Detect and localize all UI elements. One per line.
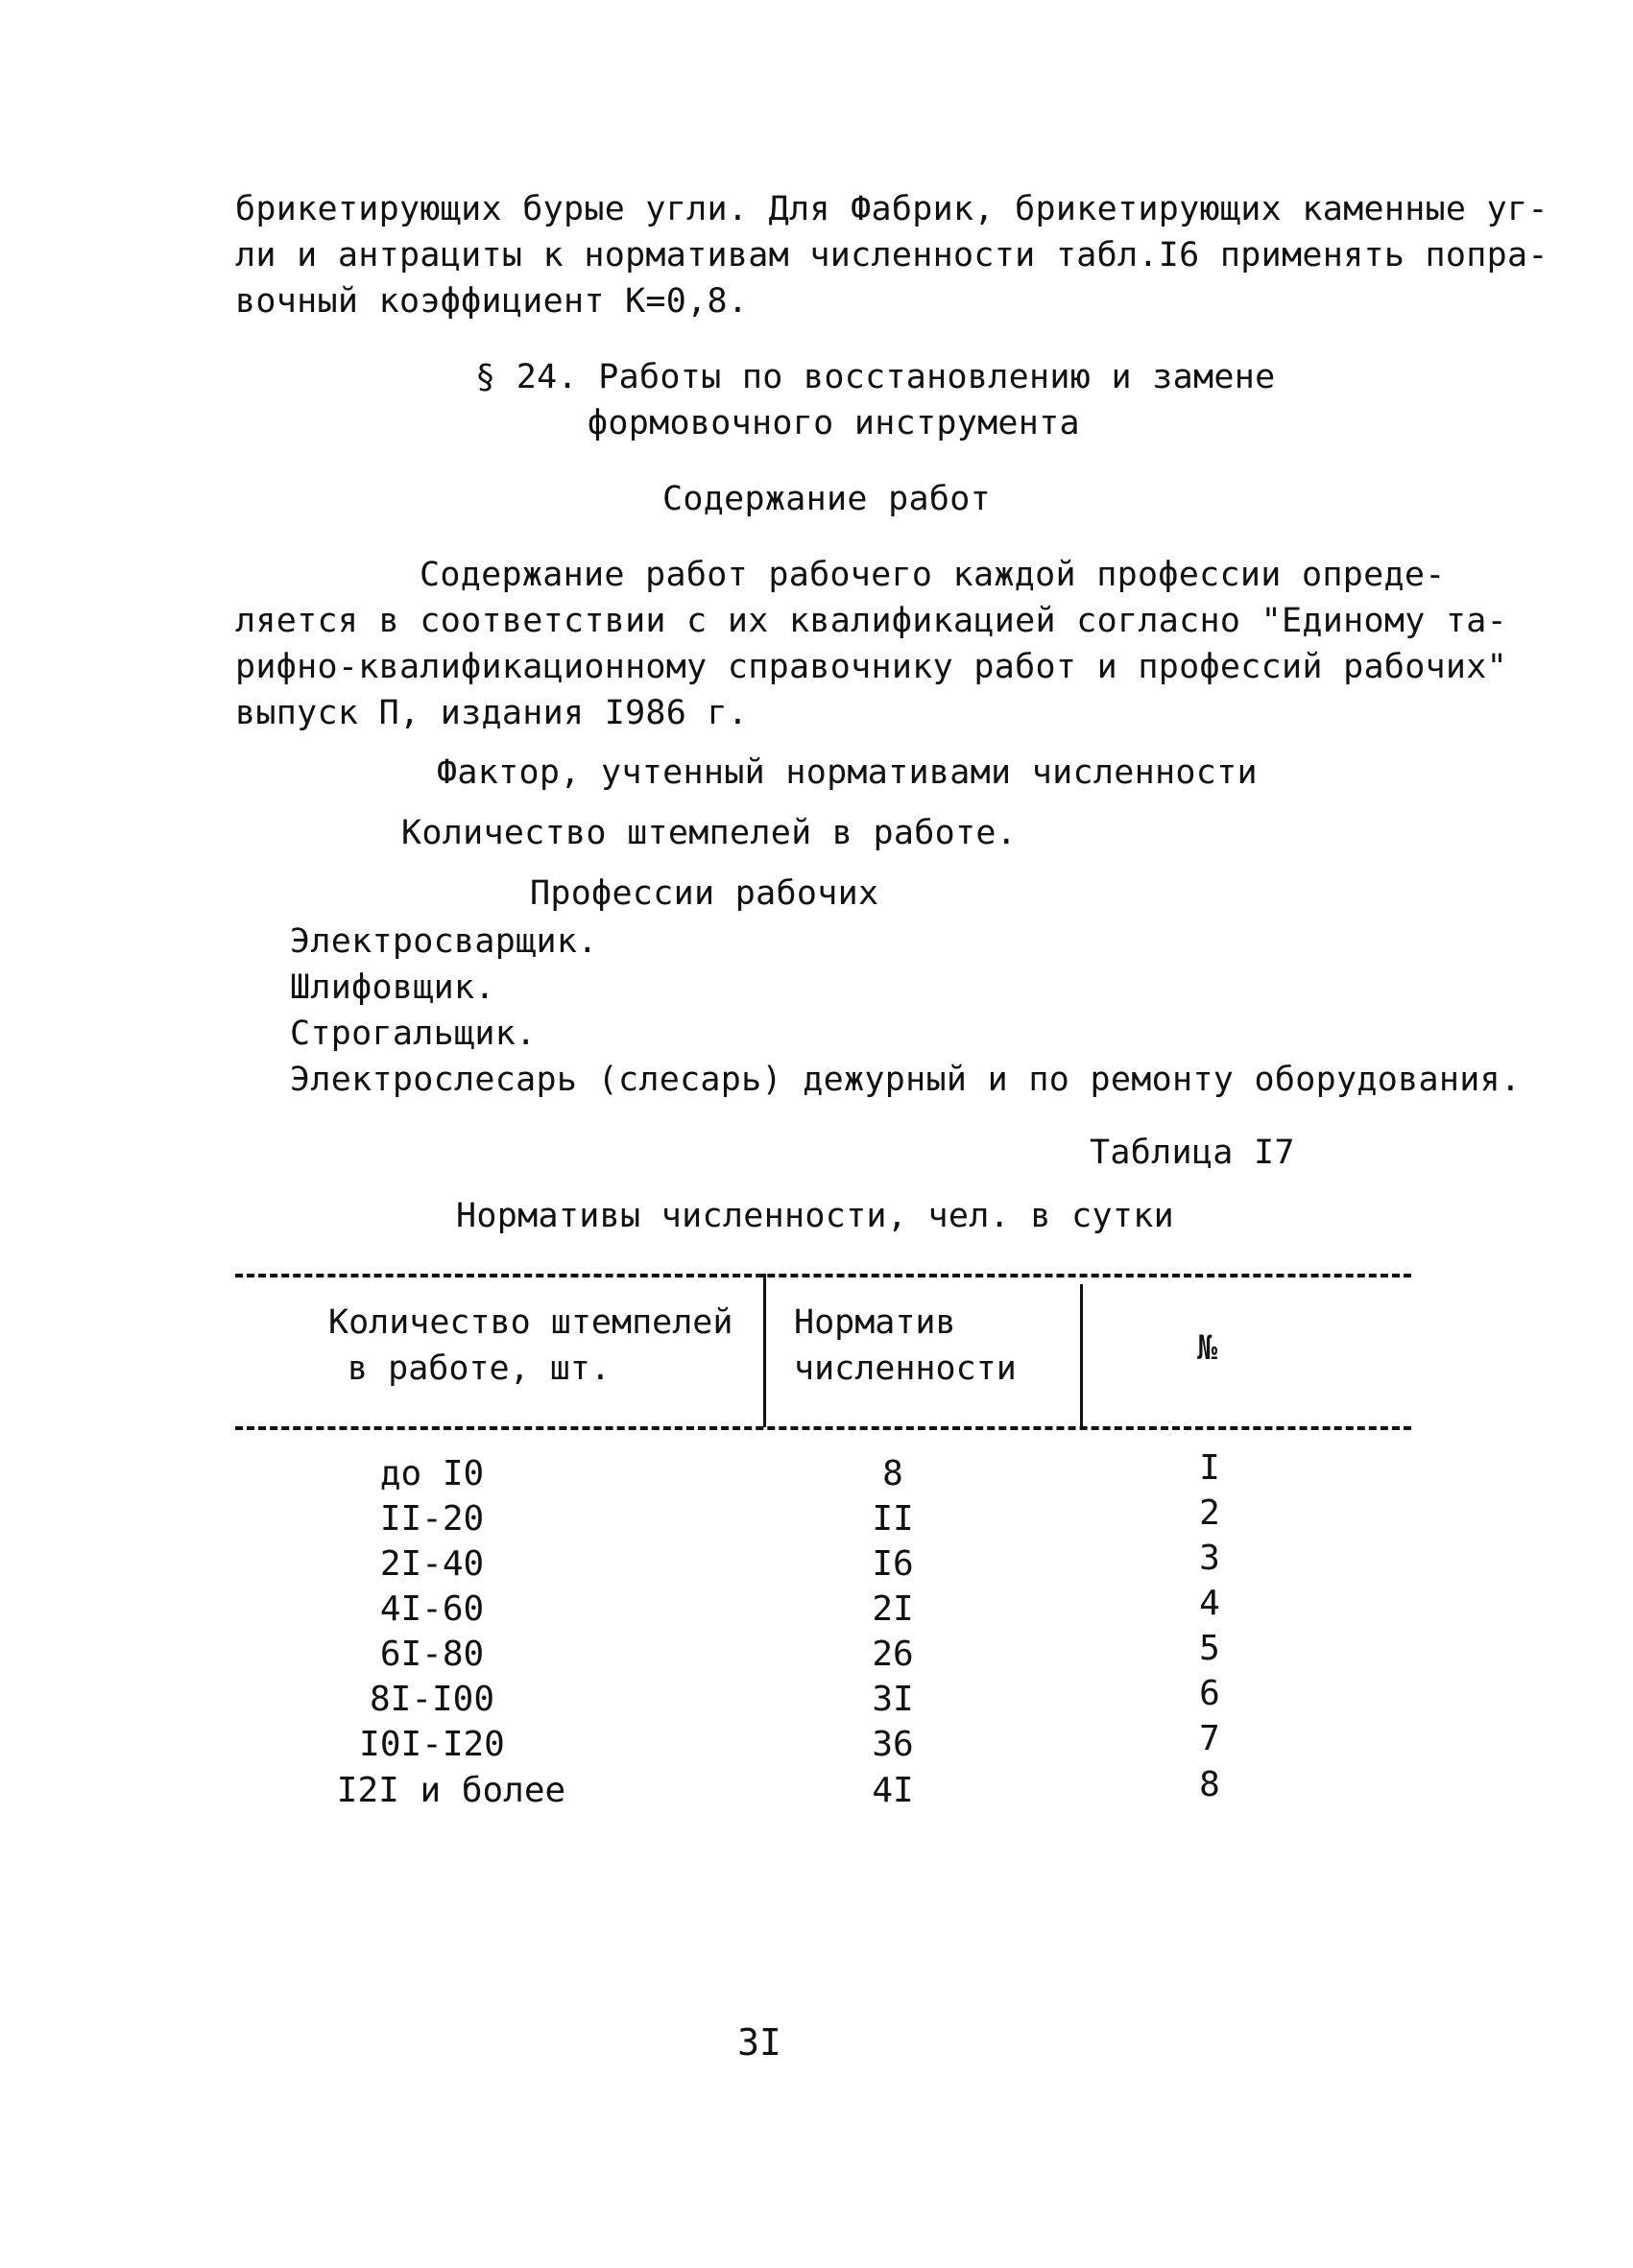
table-row-norm: 3I bbox=[872, 1680, 914, 1719]
profession-item: Электрослесарь (слесарь) дежурный и по ремонту оборудования. bbox=[290, 1061, 1522, 1099]
table-row-number: 6 bbox=[1199, 1674, 1220, 1713]
table-row-norm: I6 bbox=[872, 1544, 914, 1584]
table-row-count: 8I-I00 bbox=[369, 1680, 495, 1719]
table-caption: Нормативы численности, чел. в сутки bbox=[456, 1197, 1175, 1235]
profession-item: Строгальщик. bbox=[290, 1015, 537, 1053]
table-label: Таблица I7 bbox=[1090, 1134, 1295, 1172]
header-norm-line-2: численности bbox=[794, 1349, 1017, 1388]
content-line-1: Содержание работ рабочего каждой профессии опреде- bbox=[420, 556, 1446, 594]
table-row-count: I0I-I20 bbox=[359, 1725, 505, 1764]
content-line-3: рифно-квалификационному справочнику работ и профессий рабочих" bbox=[235, 648, 1508, 686]
table-row-norm: 4I bbox=[872, 1771, 914, 1810]
professions-heading: Профессии рабочих bbox=[530, 874, 879, 913]
table-row-norm: 36 bbox=[872, 1725, 914, 1764]
table-row-count: 2I-40 bbox=[379, 1544, 485, 1584]
table-row-norm: 26 bbox=[872, 1635, 914, 1674]
table-column-divider bbox=[1080, 1284, 1083, 1427]
table-row-norm: II bbox=[872, 1499, 914, 1539]
page-number: 3I bbox=[737, 2021, 781, 2064]
section-title-line-2: формовочного инструмента bbox=[588, 404, 1080, 442]
table-row-count: 6I-80 bbox=[379, 1635, 485, 1674]
table-row-norm: 8 bbox=[882, 1454, 903, 1493]
header-count-line-1: Количество штемпелей bbox=[328, 1303, 733, 1342]
table-row-number: I bbox=[1199, 1448, 1220, 1488]
intro-line-1: брикетирующих бурые угли. Для Фабрик, брикетирующих каменные уг- bbox=[235, 190, 1549, 228]
table-row-count: II-20 bbox=[379, 1499, 485, 1539]
section-title-line-1: § 24. Работы по восстановлению и замене bbox=[475, 358, 1276, 396]
table-row-number: 2 bbox=[1199, 1493, 1220, 1533]
header-number: № bbox=[1197, 1329, 1218, 1368]
table-row-number: 3 bbox=[1199, 1539, 1220, 1578]
intro-line-3: вочный коэффициент К=0,8. bbox=[235, 282, 749, 321]
table-top-rule bbox=[235, 1274, 1411, 1277]
factor-heading: Фактор, учтенный нормативами численности bbox=[437, 753, 1258, 792]
profession-item: Шлифовщик. bbox=[290, 968, 495, 1007]
content-heading: Содержание работ bbox=[662, 480, 991, 518]
factor-text: Количество штемпелей в работе. bbox=[401, 814, 1018, 852]
profession-item: Электросварщик. bbox=[290, 922, 598, 961]
table-row-norm: 2I bbox=[872, 1589, 914, 1629]
table-row-number: 5 bbox=[1199, 1629, 1220, 1668]
table-row-count: I2I и более bbox=[336, 1771, 566, 1810]
table-column-divider bbox=[763, 1274, 766, 1427]
header-count-line-2: в работе, шт. bbox=[348, 1349, 611, 1388]
intro-line-2: ли и антрациты к нормативам численности табл.I6 применять попра- bbox=[235, 236, 1549, 275]
content-line-4: выпуск П, издания I986 г. bbox=[235, 694, 749, 732]
table-row-number: 7 bbox=[1199, 1719, 1220, 1758]
header-norm-line-1: Норматив bbox=[794, 1303, 956, 1342]
table-row-count: 4I-60 bbox=[379, 1589, 485, 1629]
table-row-number: 8 bbox=[1199, 1765, 1220, 1804]
table-header-rule bbox=[235, 1426, 1411, 1430]
table-row-count: до I0 bbox=[379, 1454, 485, 1493]
content-line-2: ляется в соответствии с их квалификацией согласно "Единому та- bbox=[235, 602, 1508, 640]
table-row-number: 4 bbox=[1199, 1584, 1220, 1623]
